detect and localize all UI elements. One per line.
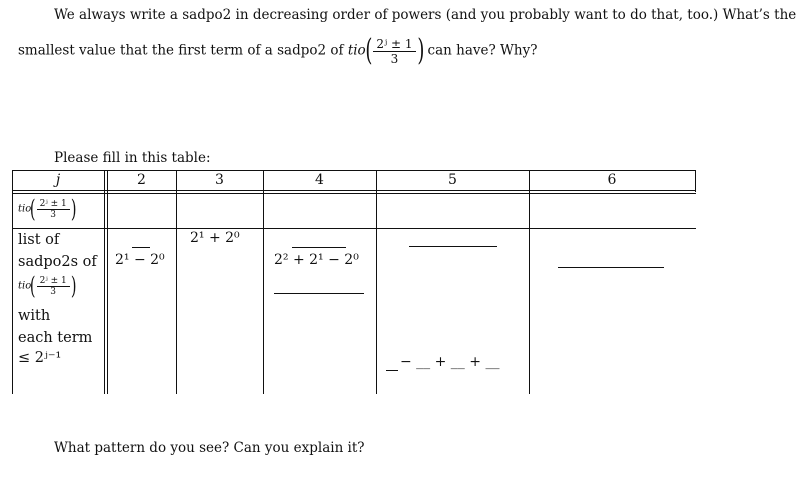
col-divider-c: [176, 170, 177, 394]
cell-j2-entry: 2¹ − 2⁰: [115, 252, 165, 268]
row1-fraction: [37, 199, 70, 220]
side-fraction: [37, 276, 70, 297]
col-divider-a: [104, 170, 105, 394]
tio-symbol: tio: [347, 42, 366, 59]
blank-j6[interactable]: [558, 267, 664, 268]
side-tio-label: [18, 274, 75, 298]
pattern-question: What pattern do you see? Can you explain it?: [54, 440, 365, 456]
side-right-paren: ): [70, 272, 77, 300]
cell-j3-entry: 2¹ + 2⁰: [190, 230, 240, 246]
intro-line-2-start: smallest value that the first term of a sadpo2 of: [18, 42, 344, 59]
table-right-border: [695, 170, 696, 192]
cell-j4-entry: 2² + 2¹ − 2⁰: [274, 252, 359, 268]
side-label-line-4: each term: [18, 330, 93, 346]
side-tio: tio: [18, 280, 32, 292]
header-3: 3: [215, 172, 224, 188]
cell-j5-entry: − __ + __ + __: [400, 354, 500, 370]
header-bottom-rule-2: [12, 193, 696, 194]
header-4: 4: [315, 172, 324, 188]
col-divider-f: [529, 170, 530, 394]
sadpo2-table: [12, 170, 696, 394]
header-2: 2: [137, 172, 146, 188]
side-numerator: 2ʲ ± 1: [37, 276, 70, 287]
side-label-line-5: ≤ 2ʲ⁻¹: [18, 350, 62, 366]
side-label-line-3: with: [18, 308, 51, 324]
blank-j4-top[interactable]: [292, 247, 346, 248]
header-j: j: [55, 172, 61, 188]
col-divider-b: [107, 170, 108, 394]
left-paren: (: [365, 33, 373, 68]
row1-left-paren: (: [30, 195, 36, 223]
row1-tio-label: [18, 197, 75, 221]
header-6: 6: [607, 172, 617, 188]
fraction-denominator: 3: [390, 51, 399, 66]
header-bottom-rule-1: [12, 190, 696, 191]
intro-line-2-end: can have? Why?: [427, 42, 538, 59]
col-divider-d: [263, 170, 264, 394]
table-left-border: [12, 170, 13, 394]
side-label-line-1: list of: [18, 232, 60, 248]
fill-table-label: Please fill in this table:: [54, 150, 211, 166]
fraction-numerator: 2ʲ ± 1: [373, 37, 415, 52]
fraction: [373, 37, 415, 66]
col-divider-e: [376, 170, 377, 394]
intro-line-2: [18, 33, 538, 68]
table-top-border: [12, 170, 696, 171]
right-paren: ): [416, 33, 424, 68]
blank-j5-first[interactable]: [386, 370, 398, 371]
side-denominator: 3: [50, 286, 57, 297]
header-5: 5: [448, 172, 457, 188]
row1-tio: tio: [18, 203, 32, 215]
side-label-line-2: sadpo2s of: [18, 254, 97, 270]
blank-j2-top[interactable]: [132, 247, 150, 248]
side-left-paren: (: [30, 272, 36, 300]
intro-line-1: We always write a sadpo2 in decreasing order of powers (and you probably want to do that, too.) What’s the: [54, 7, 796, 23]
blank-j4-bottom[interactable]: [274, 293, 364, 294]
row1-numerator: 2ʲ ± 1: [37, 199, 70, 210]
row-divider: [12, 228, 696, 229]
blank-j5-top[interactable]: [409, 246, 497, 247]
row1-denominator: 3: [50, 209, 57, 220]
row1-right-paren: ): [70, 195, 77, 223]
